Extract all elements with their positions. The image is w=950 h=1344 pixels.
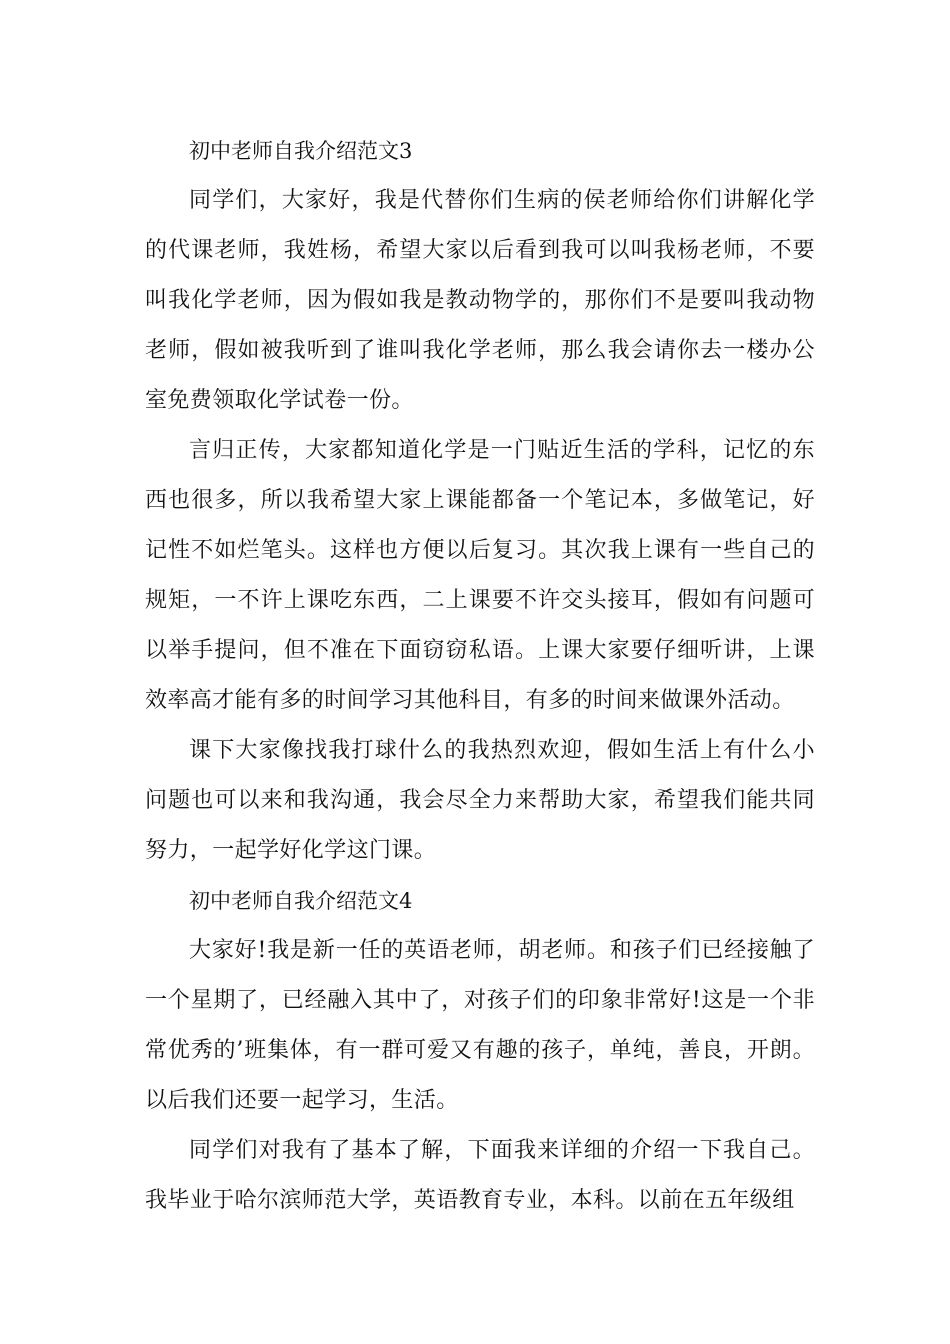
section-heading: 初中老师自我介绍范文4 — [189, 889, 413, 913]
section-3 — [145, 126, 815, 876]
paragraph: 言归正传，大家都知道化学是一门贴近生活的学科，记忆的东西也很多，所以我希望大家上课能都备一个笔记本，多做笔记，好记性不如烂笔头。这样也方便以后复习。其次我上课有一些自己的规矩，一不许上课吃东西，二上课要不许交头接耳，假如有问题可以举手提问，但不准在下面窃窃私语。上课大家要仔细听讲，上课效率高才能有多的时间学习其他科目，有多的时间来做课外活动。 — [145, 438, 815, 713]
section-4 — [145, 876, 815, 1226]
paragraph: 同学们对我有了基本了解，下面我来详细的介绍一下我自己。我毕业于哈尔滨师范大学，英语教育专业，本科。以前在五年级组 — [145, 1138, 815, 1213]
document-body — [145, 126, 815, 1226]
paragraph: 大家好!我是新一任的英语老师，胡老师。和孩子们已经接触了一个星期了，已经融入其中了，对孩子们的印象非常好!这是一个非常优秀的’班集体，有一群可爱又有趣的孩子，单纯，善良，开朗。以后我们还要一起学习，生活。 — [145, 938, 815, 1113]
paragraph: 同学们，大家好，我是代替你们生病的侯老师给你们讲解化学的代课老师，我姓杨，希望大家以后看到我可以叫我杨老师，不要叫我化学老师，因为假如我是教动物学的，那你们不是要叫我动物老师，假如被我听到了谁叫我化学老师，那么我会请你去一楼办公室免费领取化学试卷一份。 — [145, 188, 815, 413]
section-heading: 初中老师自我介绍范文3 — [189, 139, 413, 163]
paragraph: 课下大家像找我打球什么的我热烈欢迎，假如生活上有什么小问题也可以来和我沟通，我会尽全力来帮助大家，希望我们能共同努力，一起学好化学这门课。 — [145, 738, 815, 863]
